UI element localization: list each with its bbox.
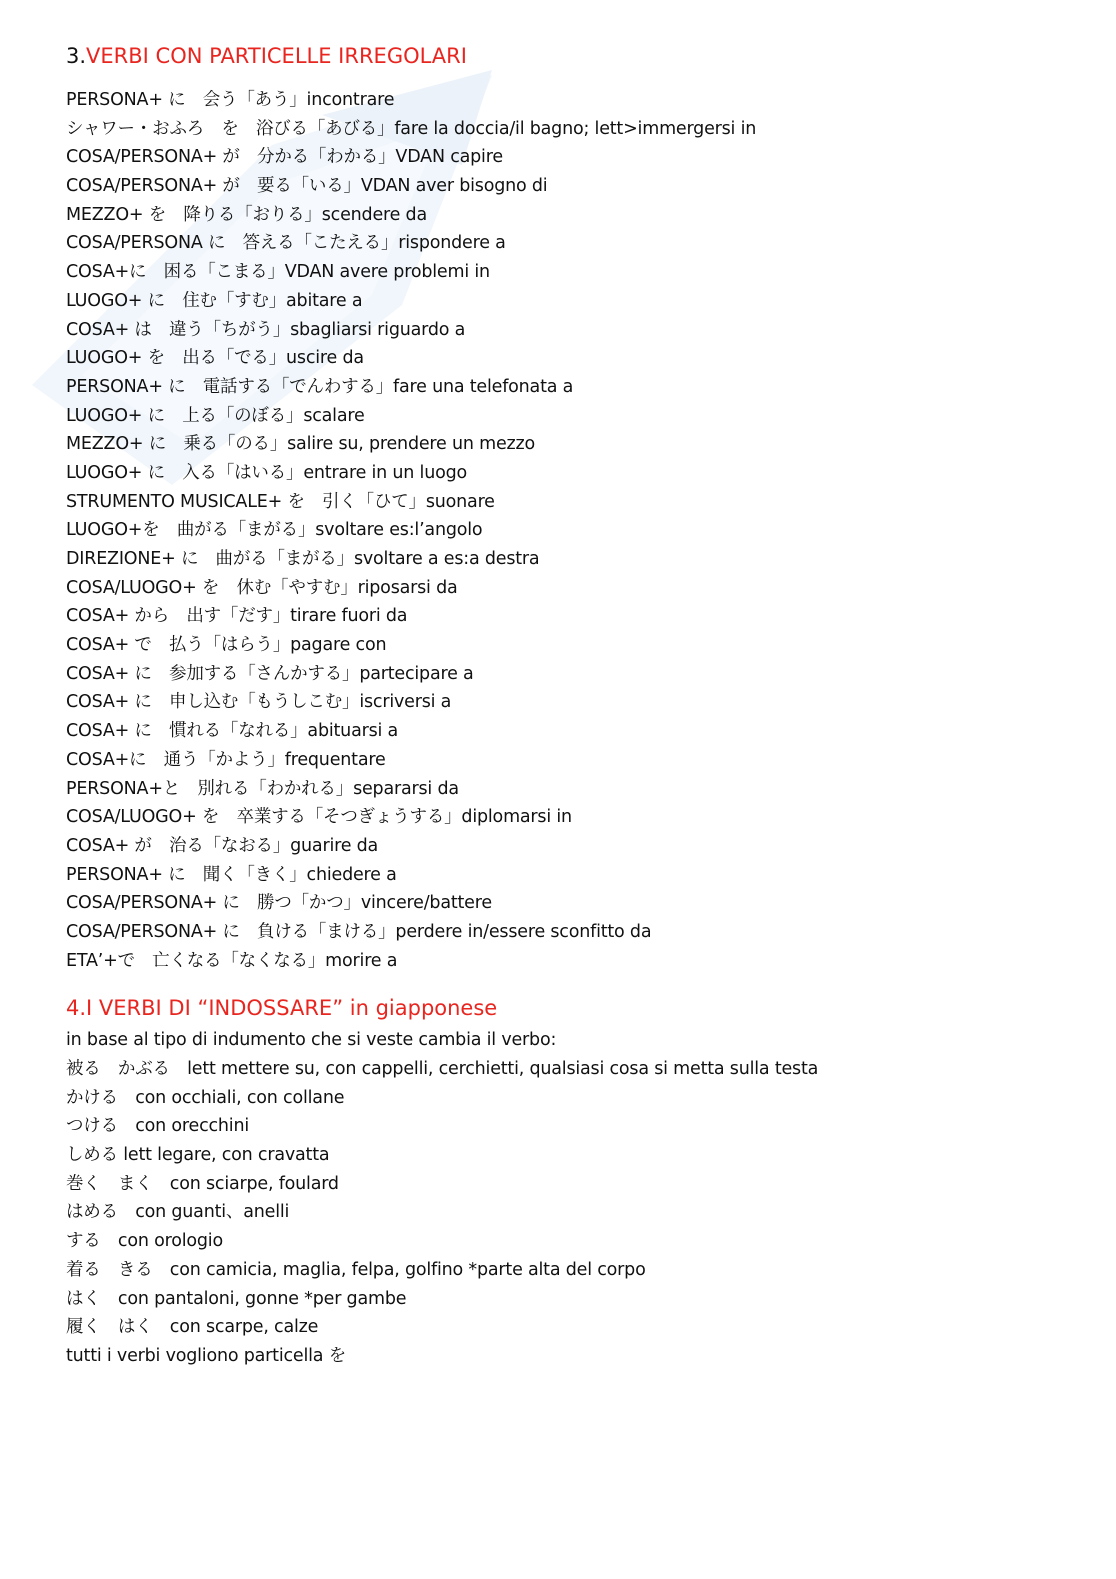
section-3-heading <box>66 38 1066 74</box>
verb-line: 履く はく con scarpe, calze <box>66 1317 319 1338</box>
section-4-verb-list <box>66 1026 1066 1370</box>
verb-line: ETA’+で 亡くなる「なくなる」morire a <box>66 950 398 971</box>
verb-line: 被る かぶる lett mettere su, con cappelli, cerchietti, qualsiasi cosa si metta sulla testa <box>66 1059 819 1079</box>
verb-line: する con orologio <box>66 1231 223 1252</box>
verb-line: しめる lett legare, con cravatta <box>66 1145 330 1166</box>
verb-line: STRUMENTO MUSICALE+ を 引く「ひて」suonare <box>66 491 495 512</box>
document-content <box>66 38 1066 1371</box>
verb-line: LUOGO+ に 入る「はいる」entrare in un luogo <box>66 462 468 483</box>
verb-line: COSA+ は 違う「ちがう」sbagliarsi riguardo a <box>66 319 466 340</box>
verb-line: COSA/LUOGO+ を 卒業する「そつぎょうする」diplomarsi in <box>66 807 572 828</box>
verb-line: PERSONA+ に 聞く「きく」chiedere a <box>66 864 397 885</box>
verb-line: LUOGO+を 曲がる「まがる」svoltare es:l’angolo <box>66 520 483 541</box>
verb-line: LUOGO+ を 出る「でる」uscire da <box>66 348 364 369</box>
verb-line: 着る きる con camicia, maglia, felpa, golfino *parte alta del corpo <box>66 1259 646 1280</box>
verb-line: はく con pantaloni, gonne *per gambe <box>66 1288 407 1309</box>
verb-line: COSA+ から 出す「だす」tirare fuori da <box>66 606 408 627</box>
verb-line: COSA+に 困る「こまる」VDAN avere problemi in <box>66 262 490 283</box>
section-4-heading: 4.I VERBI DI “INDOSSARE” in giapponese <box>66 996 498 1021</box>
verb-line: つける con orecchini <box>66 1116 250 1137</box>
verb-line: COSA+ に 慣れる「なれる」abituarsi a <box>66 721 399 742</box>
verb-line: はめる con guanti、anelli <box>66 1202 290 1223</box>
closing-note-line: tutti i verbi vogliono particella を <box>66 1345 346 1366</box>
verb-line: COSA/LUOGO+ を 休む「やすむ」riposarsi da <box>66 577 458 598</box>
verb-line: DIREZIONE+ に 曲がる「まがる」svoltare a es:a destra <box>66 549 540 569</box>
verb-line: COSA/PERSONA+ に 負ける「まける」perdere in/essere sconfitto da <box>66 921 652 942</box>
verb-line: COSA/PERSONA+ に 勝つ「かつ」vincere/battere <box>66 893 492 914</box>
verb-line: COSA+ に 参加する「さんかする」partecipare a <box>66 663 474 684</box>
verb-line: COSA+ で 払う「はらう」pagare con <box>66 635 387 656</box>
verb-line: かける con occhiali, con collane <box>66 1087 345 1108</box>
verb-line: 巻く まく con sciarpe, foulard <box>66 1173 339 1194</box>
verb-line: COSA+ に 申し込む「もうしこむ」iscriversi a <box>66 692 452 713</box>
verb-line: COSA+に 通う「かよう」frequentare <box>66 749 386 770</box>
section-3-number: 3. <box>66 44 87 68</box>
verb-line: COSA+ が 治る「なおる」guarire da <box>66 835 379 856</box>
verb-line: PERSONA+ に 会う「あう」incontrare <box>66 90 395 110</box>
verb-line: COSA/PERSONA に 答える「こたえる」rispondere a <box>66 233 506 254</box>
verb-line: PERSONA+ に 電話する「でんわする」fare una telefonata a <box>66 376 574 397</box>
verb-line: PERSONA+と 別れる「わかれる」separarsi da <box>66 778 459 799</box>
section-3-title: VERBI CON PARTICELLE IRREGOLARI <box>86 44 467 68</box>
section-3-verb-list <box>66 86 1066 975</box>
intro-line: in base al tipo di indumento che si veste cambia il verbo: <box>66 1030 557 1051</box>
verb-line: シャワー・おふろ を 浴びる「あびる」fare la doccia/il bagno; lett>immergersi in <box>66 118 757 139</box>
verb-line: LUOGO+ に 上る「のぼる」scalare <box>66 405 365 426</box>
verb-line: COSA/PERSONA+ が 要る「いる」VDAN aver bisogno di <box>66 176 548 197</box>
verb-line: LUOGO+ に 住む「すむ」abitare a <box>66 290 363 311</box>
verb-line: MEZZO+ を 降りる「おりる」scendere da <box>66 204 427 225</box>
verb-line: COSA/PERSONA+ が 分かる「わかる」VDAN capire <box>66 147 503 168</box>
verb-line: MEZZO+ に 乗る「のる」salire su, prendere un mezzo <box>66 434 536 455</box>
